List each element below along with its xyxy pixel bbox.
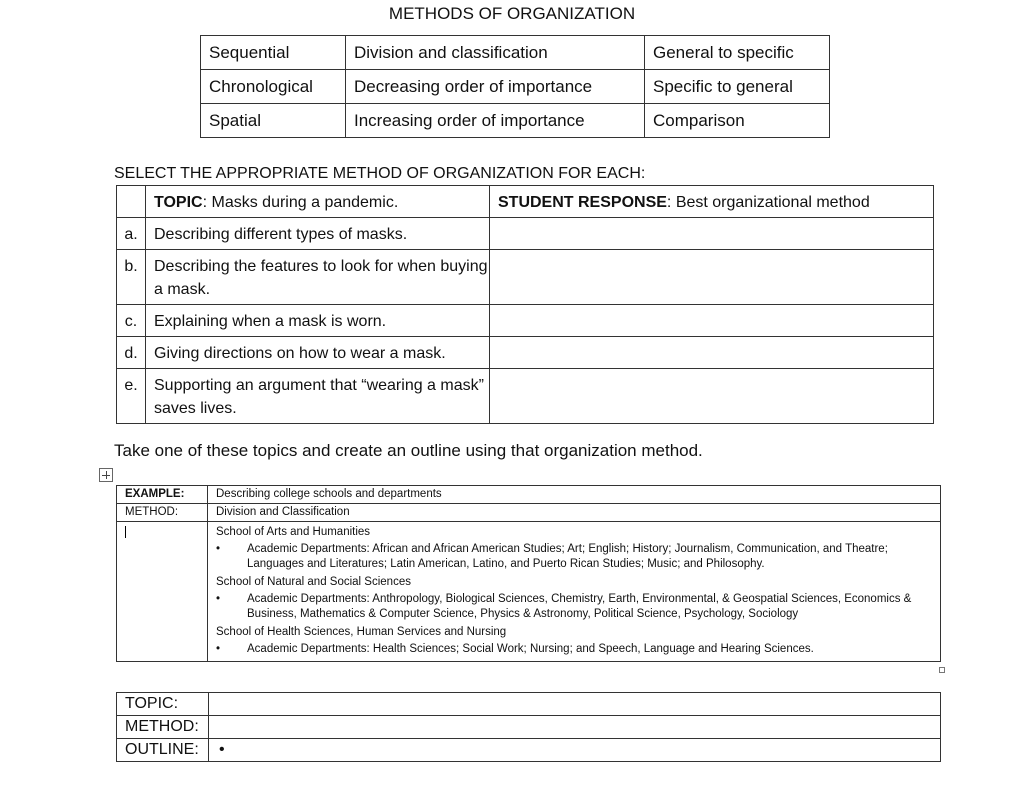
bullet-icon: •	[216, 593, 221, 605]
school-name: School of Health Sciences, Human Services and Nursing	[216, 626, 507, 638]
department-list	[216, 642, 940, 657]
methods-cell: Division and classification	[346, 36, 645, 70]
school-name: School of Arts and Humanities	[216, 526, 371, 538]
row-letter: d.	[117, 337, 146, 369]
methods-cell: Decreasing order of importance	[346, 70, 645, 104]
outline-input[interactable]	[209, 739, 941, 762]
table-row	[117, 369, 934, 424]
bullet-icon: •	[216, 543, 221, 555]
table-row	[117, 337, 934, 369]
row-letter: b.	[117, 250, 146, 305]
row-topic: Explaining when a mask is worn.	[146, 305, 490, 337]
table-row	[117, 250, 934, 305]
topic-header-cell	[146, 186, 490, 218]
methods-cell: Comparison	[645, 104, 830, 138]
text-cursor	[125, 526, 126, 538]
table-resize-handle-icon[interactable]	[939, 667, 945, 673]
table-row	[117, 305, 934, 337]
outline-topic-row	[117, 693, 941, 716]
example-value: Describing college schools and departments	[208, 486, 941, 504]
bullet-icon: •	[216, 643, 221, 655]
outline-table	[116, 692, 941, 762]
row-letter: a.	[117, 218, 146, 250]
department-label: Academic Departments	[247, 643, 367, 655]
response-cell[interactable]	[490, 250, 934, 305]
header-blank-cell	[117, 186, 146, 218]
example-table	[116, 485, 941, 662]
topic-value: : Masks during a pandemic.	[202, 194, 399, 211]
methods-cell: General to specific	[645, 36, 830, 70]
methods-cell: Spatial	[201, 104, 346, 138]
topic-label: TOPIC	[154, 194, 203, 211]
topic-header-row	[117, 186, 934, 218]
methods-cell: Chronological	[201, 70, 346, 104]
row-topic: Describing different types of masks.	[146, 218, 490, 250]
example-row	[117, 486, 941, 504]
text-cursor-cell[interactable]	[117, 522, 208, 662]
department-label: Academic Departments	[247, 543, 367, 555]
row-topic: Supporting an argument that “wearing a mask” saves lives.	[146, 369, 490, 424]
outline-label: OUTLINE:	[117, 739, 209, 762]
topic-table	[116, 185, 934, 424]
methods-cell: Sequential	[201, 36, 346, 70]
method-row	[117, 504, 941, 522]
example-outline	[208, 522, 941, 662]
outline-topic-input[interactable]	[209, 693, 941, 716]
methods-table	[200, 35, 830, 138]
select-heading: SELECT THE APPROPRIATE METHOD OF ORGANIZATION FOR EACH:	[114, 165, 646, 182]
department-text: : Anthropology, Biological Sciences, Chemistry, Earth, Environmental, & Geospatial Sciences, Economics & Business, Mathematics & Computer Science, Physics & Astronomy, Political Science, Psychology, Sociology	[247, 593, 912, 620]
outline-topic-label: TOPIC:	[117, 693, 209, 716]
department-label: Academic Departments	[247, 593, 367, 605]
row-letter: c.	[117, 305, 146, 337]
response-cell[interactable]	[490, 369, 934, 424]
methods-row	[201, 104, 830, 138]
methods-cell: Specific to general	[645, 70, 830, 104]
response-cell[interactable]	[490, 337, 934, 369]
outline-method-label: METHOD:	[117, 716, 209, 739]
methods-cell: Increasing order of importance	[346, 104, 645, 138]
outline-row	[117, 522, 941, 662]
response-header-cell	[490, 186, 934, 218]
response-label: STUDENT RESPONSE	[498, 194, 667, 211]
school-name: School of Natural and Social Sciences	[216, 576, 411, 588]
method-value: Division and Classification	[208, 504, 941, 522]
outline-body-row	[117, 739, 941, 762]
row-letter: e.	[117, 369, 146, 424]
outline-instruction: Take one of these topics and create an outline using that organization method.	[114, 441, 703, 460]
method-label: METHOD:	[117, 504, 208, 522]
department-list	[216, 592, 940, 622]
response-cell[interactable]	[490, 218, 934, 250]
department-list	[216, 542, 940, 572]
outline-method-input[interactable]	[209, 716, 941, 739]
bullet-icon: •	[219, 741, 225, 758]
outline-method-row	[117, 716, 941, 739]
response-cell[interactable]	[490, 305, 934, 337]
department-text: : Health Sciences; Social Work; Nursing; and Speech, Language and Hearing Sciences.	[366, 643, 814, 655]
table-move-handle-icon[interactable]	[99, 468, 113, 482]
response-value: : Best organizational method	[666, 194, 870, 211]
row-topic: Describing the features to look for when buying a mask.	[146, 250, 490, 305]
table-row	[117, 218, 934, 250]
page-title: METHODS OF ORGANIZATION	[388, 4, 636, 23]
methods-row	[201, 70, 830, 104]
methods-row	[201, 36, 830, 70]
row-topic: Giving directions on how to wear a mask.	[146, 337, 490, 369]
department-text: : African and African American Studies; Art; English; History; Journalism, Communication, and Theatre; Languages and Literatures; Latin American, Latino, and Puerto Rican Studies; Music; and Philosophy.	[247, 543, 888, 570]
example-label: EXAMPLE:	[117, 486, 208, 504]
